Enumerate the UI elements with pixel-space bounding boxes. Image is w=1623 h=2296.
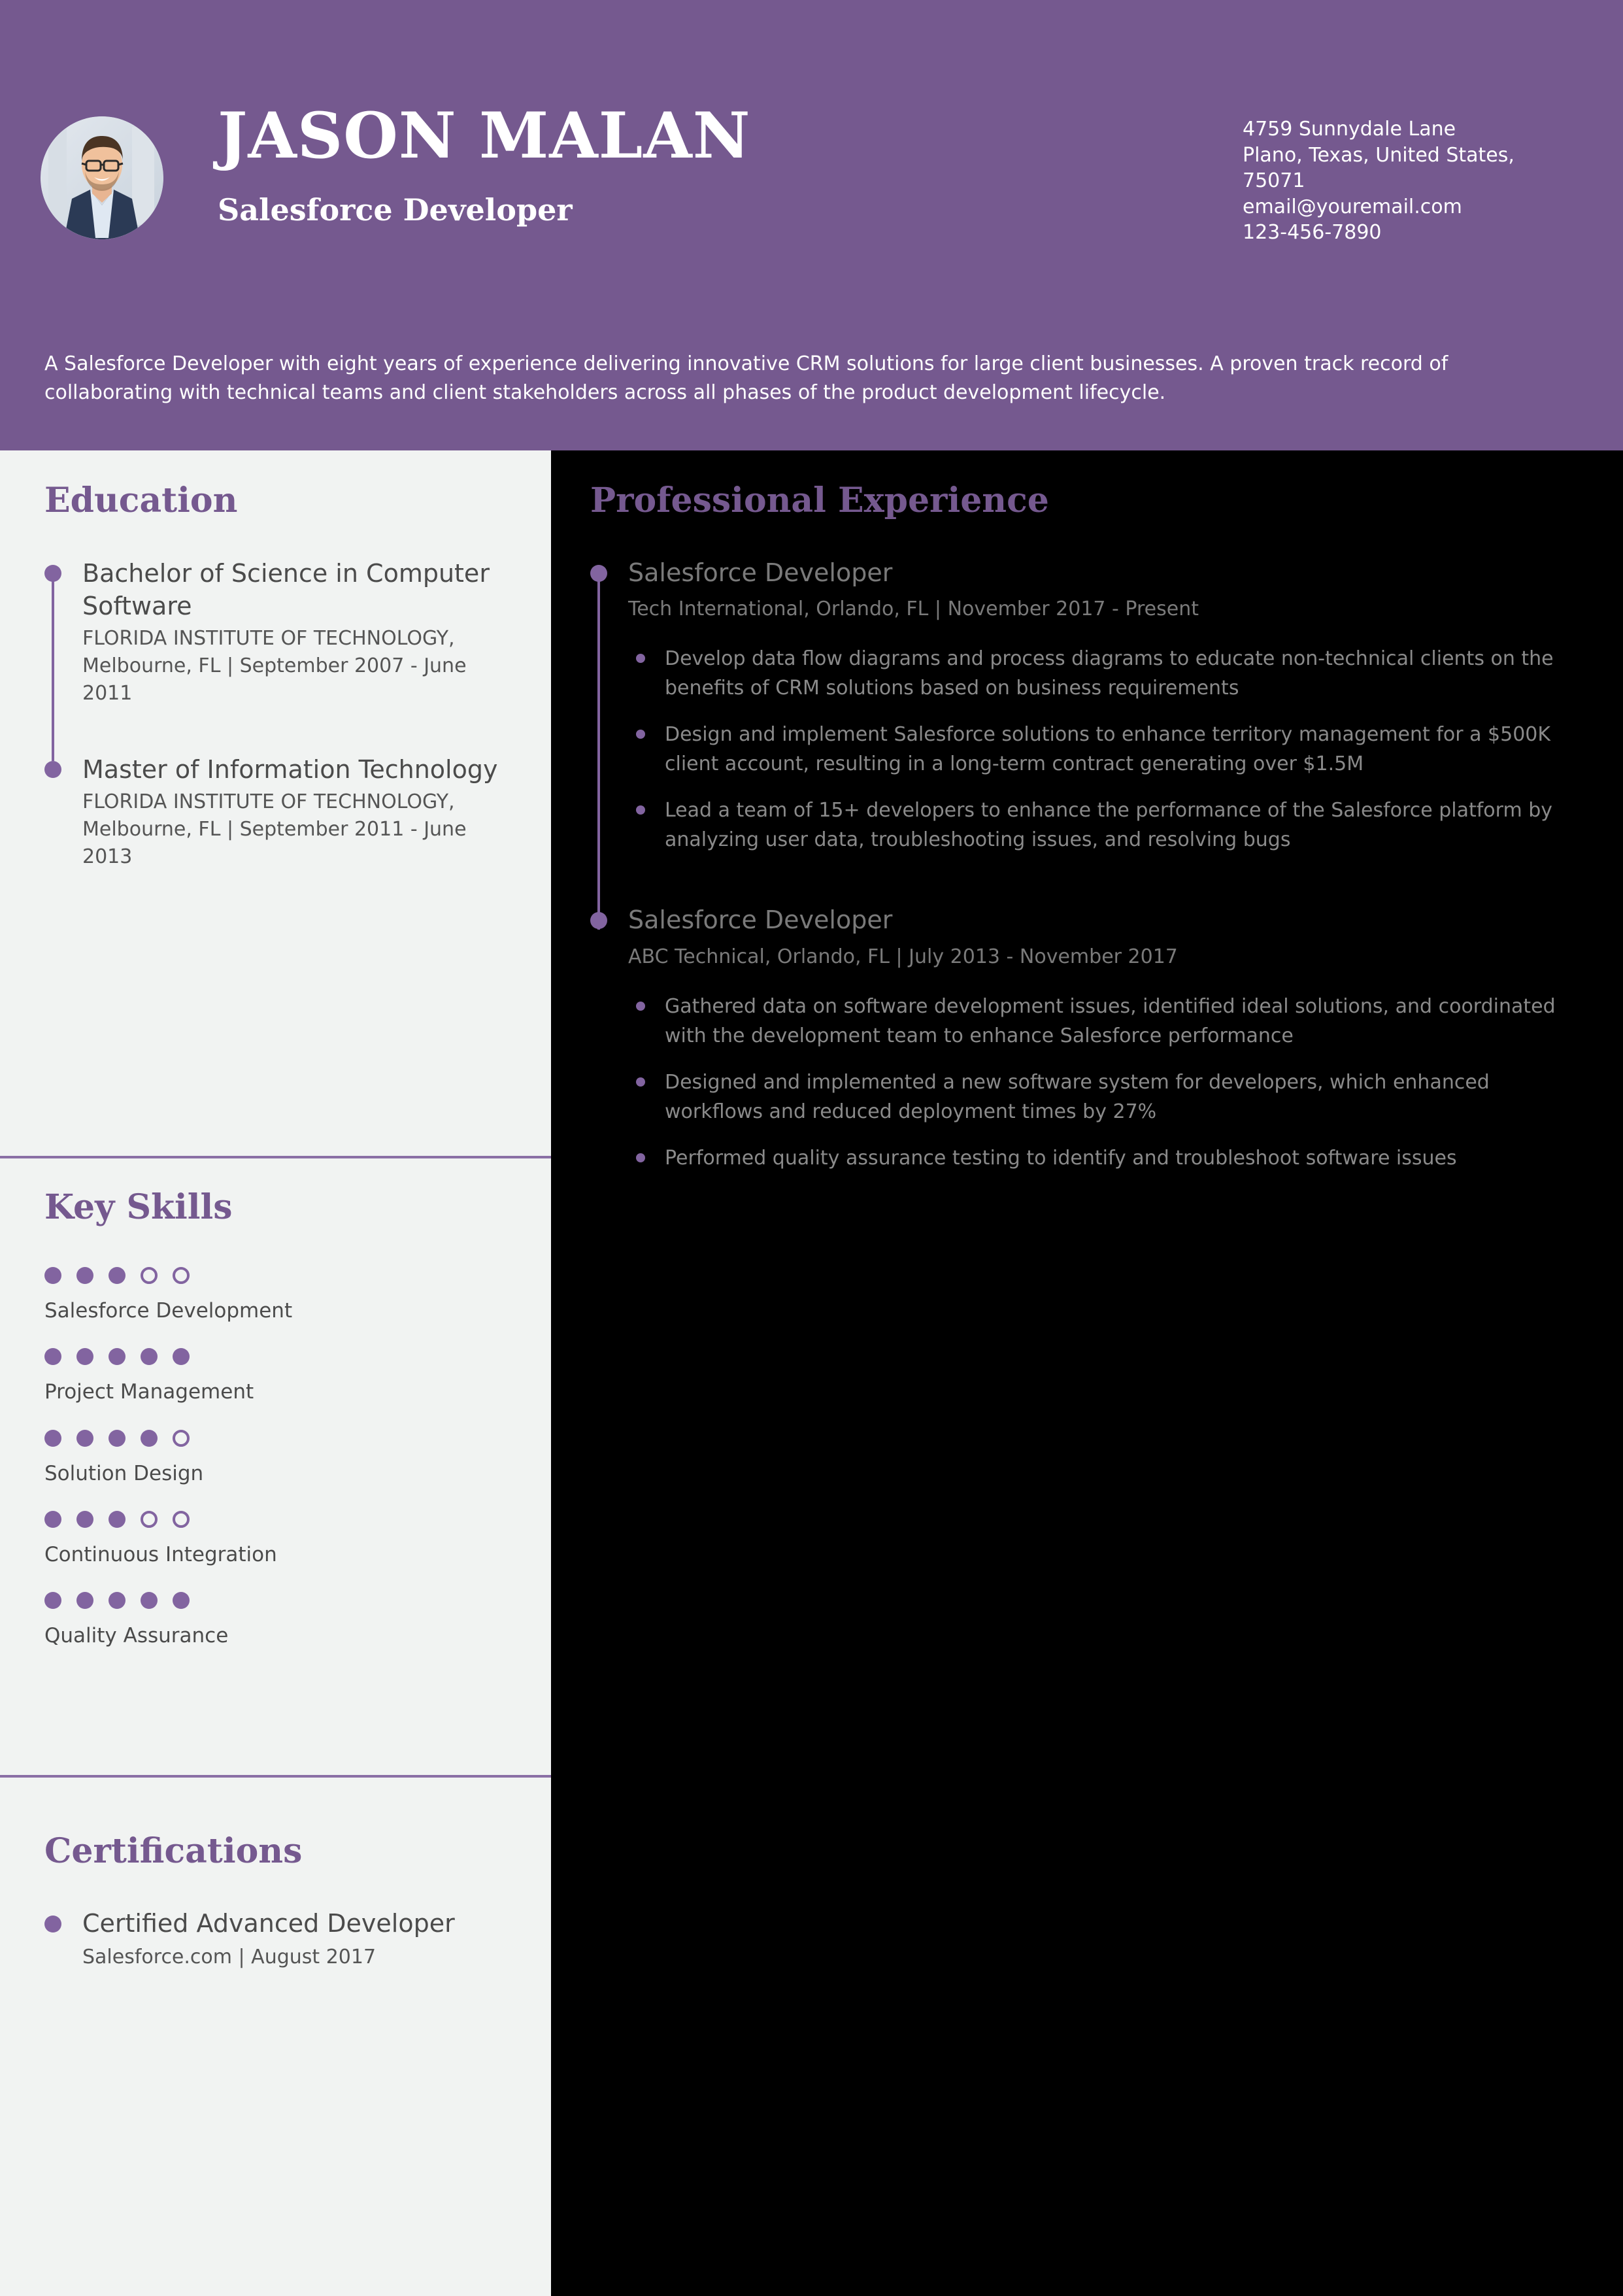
list-item [590, 904, 1577, 1172]
rating-dot-filled-icon [44, 1348, 61, 1365]
rating-dot-filled-icon [141, 1592, 158, 1609]
rating-dot-filled-icon [44, 1511, 61, 1528]
list-item [44, 1427, 509, 1487]
list-item [628, 720, 1577, 779]
rating-dot-filled-icon [76, 1592, 93, 1609]
list-item [44, 1264, 509, 1324]
skill-rating [44, 1345, 509, 1368]
list-item [628, 796, 1577, 854]
rating-dot-filled-icon [76, 1348, 93, 1365]
bullet-dot-icon [636, 1002, 645, 1011]
rating-dot-filled-icon [76, 1511, 93, 1528]
certification-name: Certified Advanced Developer [82, 1909, 455, 1938]
rating-dot-filled-icon [44, 1267, 61, 1284]
experience-role: Salesforce Developer [628, 558, 893, 587]
timeline-line [52, 577, 54, 761]
professional-summary: A Salesforce Developer with eight years of experience delivering innovative CRM solutions for large client businesses. A proven track record of collaborating with technical teams and client stakeholders across all phases of the product development lifecycle. [44, 352, 1448, 405]
skill-label: Project Management [44, 1380, 254, 1404]
bullet-dot-icon [636, 654, 645, 663]
skill-rating [44, 1589, 509, 1612]
skill-rating [44, 1427, 509, 1450]
rating-dot-filled-icon [76, 1267, 93, 1284]
timeline-dot-icon [590, 912, 607, 929]
timeline-dot-icon [44, 761, 61, 778]
bullet-dot-icon [636, 1077, 645, 1087]
certifications-list [44, 1908, 509, 1971]
rating-dot-filled-icon [109, 1430, 125, 1447]
bullet-text: Performed quality assurance testing to identify and troubleshoot software issues [665, 1146, 1457, 1170]
skill-label: Solution Design [44, 1461, 204, 1485]
experience-list [590, 557, 1577, 1173]
contact-email[interactable]: email@youremail.com [1243, 195, 1462, 218]
certifications-section [44, 1831, 509, 1971]
list-item [628, 1143, 1577, 1173]
rating-dot-filled-icon [173, 1592, 190, 1609]
avatar-photo-icon [41, 116, 163, 239]
contact-zip: 75071 [1243, 169, 1305, 193]
main-column [551, 450, 1623, 2296]
contact-phone[interactable]: 123-456-7890 [1243, 221, 1382, 245]
bullet-dot-icon [636, 805, 645, 815]
rating-dot-empty-icon [141, 1267, 158, 1284]
skills-list [44, 1264, 509, 1649]
list-item [44, 753, 509, 923]
experience-bullets [628, 992, 1577, 1173]
experience-bullets [628, 644, 1577, 854]
list-item [628, 644, 1577, 703]
bullet-text: Lead a team of 15+ developers to enhance the performance of the Salesforce platform by analyzing user data, troubleshooting issues, and resolving bugs [665, 799, 1552, 852]
bullet-text: Gathered data on software development issues, identified ideal solutions, and coordinated with the development team to enhance Salesforce performance [665, 994, 1556, 1047]
education-heading: Education [44, 481, 238, 520]
skill-label: Salesforce Development [44, 1299, 293, 1323]
experience-meta: ABC Technical, Orlando, FL | July 2013 - November 2017 [628, 945, 1178, 968]
rating-dot-filled-icon [141, 1430, 158, 1447]
rating-dot-filled-icon [44, 1430, 61, 1447]
education-details: FLORIDA INSTITUTE OF TECHNOLOGY, Melbourne, FL | September 2007 - June 2011 [82, 627, 467, 705]
education-list [44, 557, 509, 923]
rating-dot-filled-icon [173, 1348, 190, 1365]
sidebar-divider [0, 1156, 551, 1158]
contact-info [1243, 116, 1582, 246]
avatar [41, 116, 163, 239]
education-degree: Bachelor of Science in Computer Software [82, 559, 490, 621]
bullet-text: Design and implement Salesforce solutions to enhance territory management for a $500K client account, resulting in a long-term contract generating over $1.5M [665, 723, 1551, 776]
rating-dot-filled-icon [109, 1348, 125, 1365]
list-item [44, 1508, 509, 1568]
certifications-heading: Certifications [44, 1831, 303, 1871]
rating-dot-empty-icon [141, 1511, 158, 1528]
education-degree: Master of Information Technology [82, 755, 498, 784]
contact-city-state: Plano, Texas, United States, [1243, 143, 1514, 167]
skill-label: Quality Assurance [44, 1624, 229, 1648]
rating-dot-filled-icon [109, 1511, 125, 1528]
rating-dot-empty-icon [173, 1511, 190, 1528]
list-item [44, 1908, 509, 1971]
sidebar [0, 450, 551, 2296]
contact-street: 4759 Sunnydale Lane [1243, 118, 1456, 141]
rating-dot-filled-icon [109, 1592, 125, 1609]
page-title: JASON MALAN [218, 99, 751, 173]
bullet-dot-icon [44, 1916, 61, 1933]
resume-header [0, 0, 1623, 450]
rating-dot-filled-icon [109, 1267, 125, 1284]
certification-details: Salesforce.com | August 2017 [82, 1946, 376, 1969]
rating-dot-filled-icon [141, 1348, 158, 1365]
sidebar-divider [0, 1775, 551, 1778]
list-item [628, 992, 1577, 1051]
list-item [44, 557, 509, 753]
experience-section [590, 481, 1577, 1190]
experience-heading: Professional Experience [590, 481, 1049, 520]
timeline-line [597, 577, 600, 930]
resume-body [0, 450, 1623, 2296]
bullet-text: Designed and implemented a new software system for developers, which enhanced workflows and reduced deployment times by 27% [665, 1070, 1490, 1123]
bullet-dot-icon [636, 730, 645, 739]
rating-dot-empty-icon [173, 1430, 190, 1447]
list-item [628, 1068, 1577, 1126]
education-details: FLORIDA INSTITUTE OF TECHNOLOGY, Melbourne, FL | September 2011 - June 2013 [82, 790, 467, 869]
rating-dot-filled-icon [44, 1592, 61, 1609]
skill-rating [44, 1264, 509, 1287]
rating-dot-empty-icon [173, 1267, 190, 1284]
skill-rating [44, 1508, 509, 1531]
experience-meta: Tech International, Orlando, FL | November 2017 - Present [628, 598, 1199, 621]
skill-label: Continuous Integration [44, 1542, 277, 1566]
rating-dot-filled-icon [76, 1430, 93, 1447]
skills-heading: Key Skills [44, 1187, 233, 1227]
list-item [44, 1345, 509, 1405]
experience-role: Salesforce Developer [628, 905, 893, 935]
name-block [218, 99, 751, 228]
job-title: Salesforce Developer [218, 192, 573, 228]
education-section [44, 481, 509, 923]
bullet-dot-icon [636, 1153, 645, 1162]
bullet-text: Develop data flow diagrams and process diagrams to educate non-technical clients on the benefits of CRM solutions based on business requirements [665, 647, 1554, 700]
skills-section [44, 1187, 509, 1670]
list-item [44, 1589, 509, 1649]
list-item [590, 557, 1577, 904]
